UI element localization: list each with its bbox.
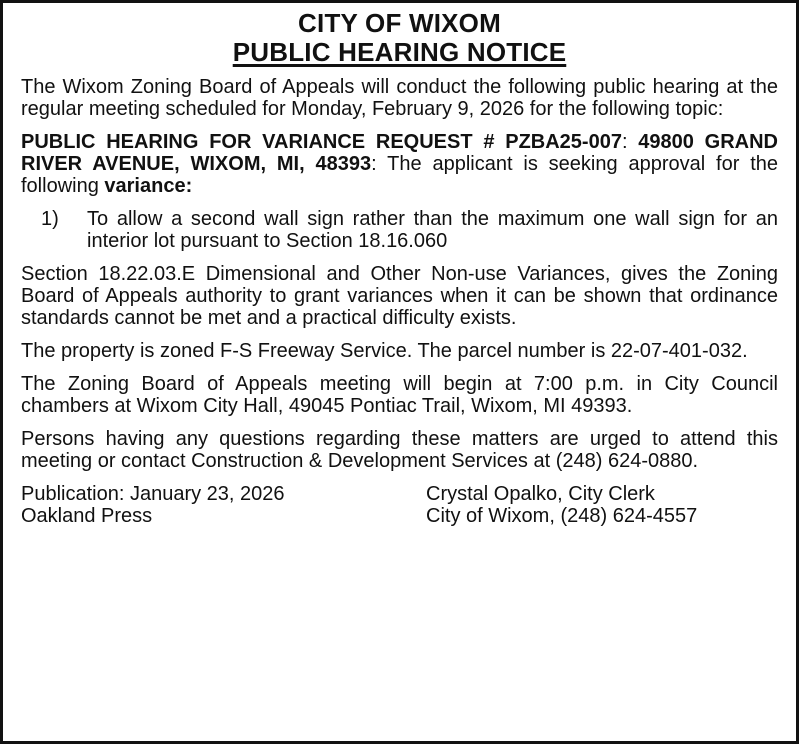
title-heading-text: PUBLIC HEARING NOTICE <box>232 37 567 67</box>
request-colon: : <box>621 131 628 153</box>
request-paragraph <box>21 131 778 197</box>
request-variance-word: variance: <box>104 175 193 197</box>
meeting-paragraph: The Zoning Board of Appeals meeting will begin at 7:00 p.m. in City Council chambers at Wixom City Hall, 49045 Pontiac Trail, Wixom, MI 49393. <box>21 373 778 417</box>
request-text: : The applicant is seeking approval for the following <box>21 153 778 197</box>
publication-paper: Oakland Press <box>21 505 153 527</box>
clerk-info <box>426 483 778 527</box>
section-paragraph: Section 18.22.03.E Dimensional and Other Non-use Variances, gives the Zoning Board of Appeals authority to grant variances when it can be shown that ordinance standards cannot be met and a practical difficulty exists. <box>21 263 778 329</box>
clerk-contact: City of Wixom, (248) 624-4557 <box>426 505 698 527</box>
title-city: CITY OF WIXOM <box>298 8 501 38</box>
property-paragraph: The property is zoned F-S Freeway Service. The parcel number is 22-07-401-032. <box>21 340 748 362</box>
list-item <box>21 208 778 252</box>
publication-info <box>21 483 426 527</box>
title-heading <box>21 38 778 67</box>
notice-footer <box>21 483 778 527</box>
publication-date: Publication: January 23, 2026 <box>21 483 285 505</box>
list-item-text: To allow a second wall sign rather than the maximum one wall sign for an interior lot pursuant to Section 18.16.060 <box>87 208 778 252</box>
notice-title <box>21 9 778 67</box>
list-item-number: 1) <box>41 208 59 230</box>
request-heading: PUBLIC HEARING FOR VARIANCE REQUEST # PZBA25-007 <box>21 131 622 153</box>
intro-paragraph: The Wixom Zoning Board of Appeals will conduct the following public hearing at the regular meeting scheduled for Monday, February 9, 2026 for the following topic: <box>21 76 778 120</box>
questions-paragraph: Persons having any questions regarding these matters are urged to attend this meeting or contact Construction & Development Services at (248) 624-0880. <box>21 428 778 472</box>
request-address: 49800 GRAND RIVER AVENUE, WIXOM, MI, 48393 <box>21 131 778 175</box>
clerk-name: Crystal Opalko, City Clerk <box>426 483 655 505</box>
notice-body <box>21 9 778 527</box>
